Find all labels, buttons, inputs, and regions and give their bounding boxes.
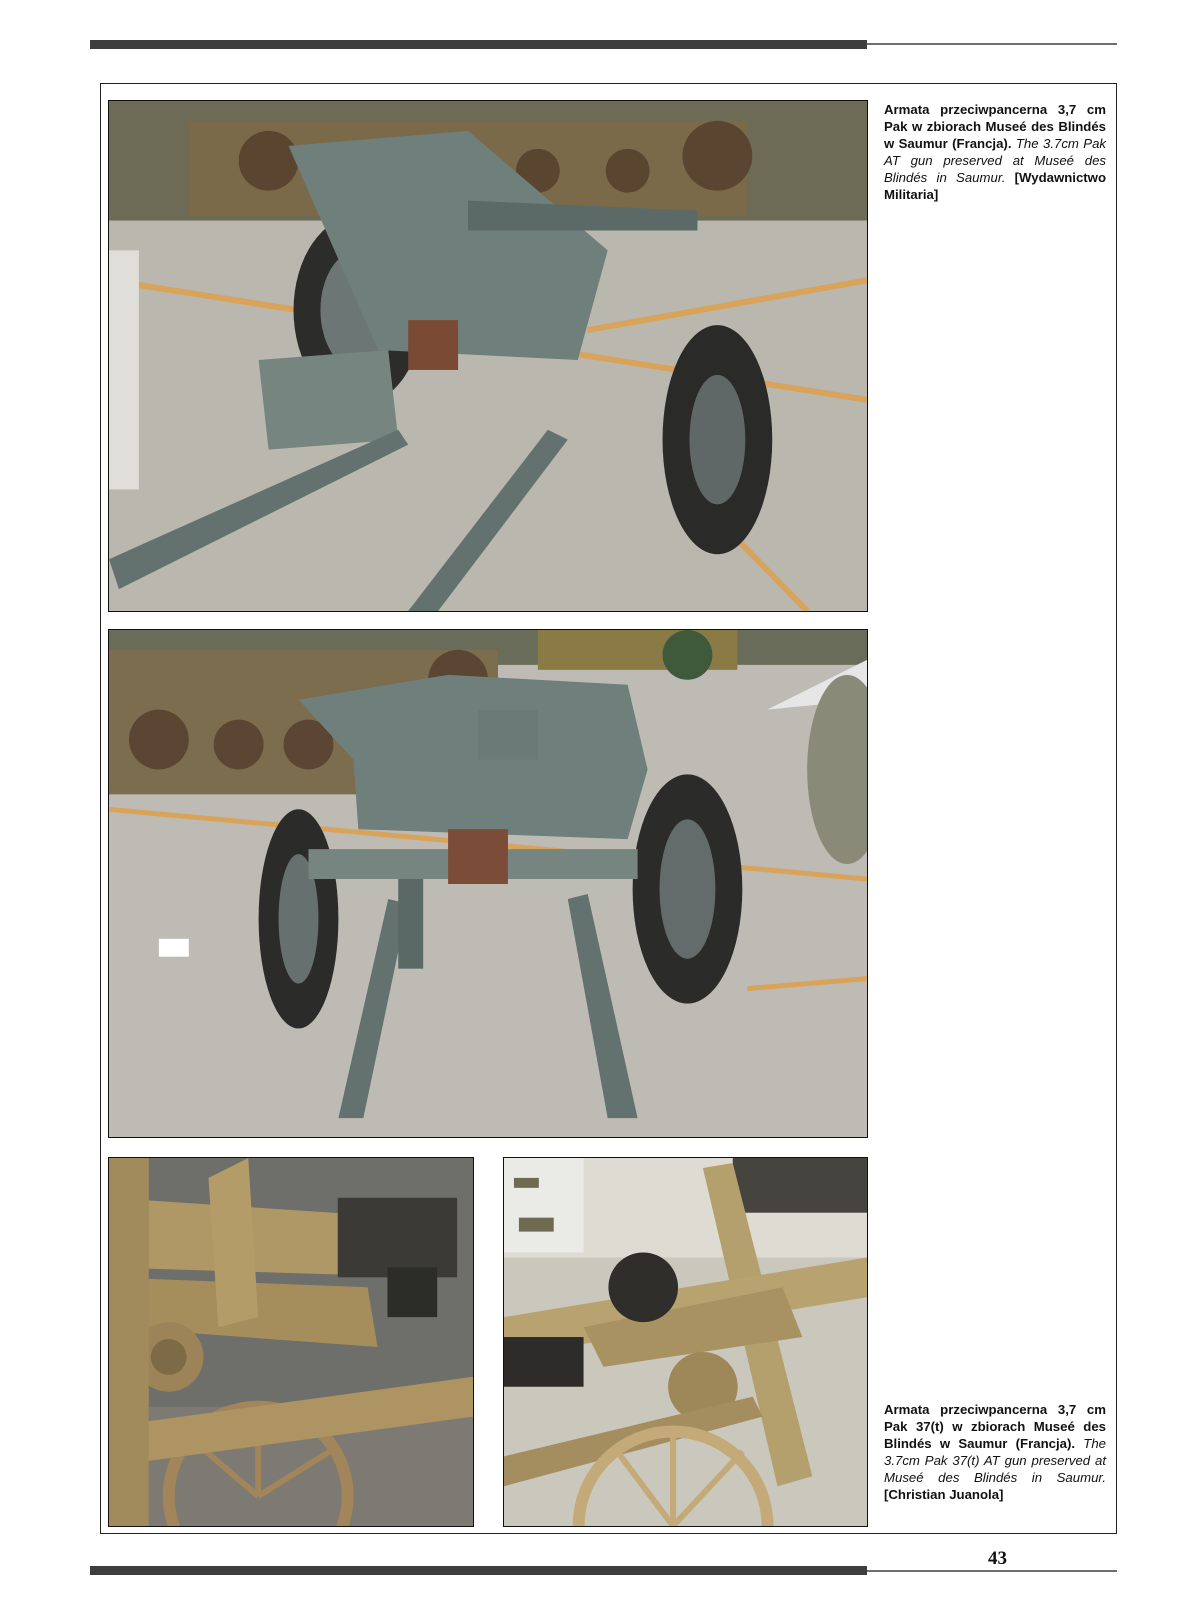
bottom-rule-thin — [867, 1570, 1117, 1572]
top-rule-thin — [867, 43, 1117, 45]
photo-pak37t-detail — [108, 1157, 474, 1527]
caption-bottom-english: The 3.7cm Pak 37(t) AT gun preserved at Museé des Blindés in Saumur. — [884, 1436, 1106, 1485]
caption-bottom — [884, 1401, 1106, 1503]
photo-pak-rear — [108, 629, 868, 1138]
caption-top-english: The 3.7cm Pak AT gun preserved at Museé des Blindés in Saumur. — [884, 136, 1106, 185]
photo-pak37t-overall — [503, 1157, 868, 1527]
caption-top-credit: [Wydawnictwo Militaria] — [884, 170, 1106, 202]
caption-bottom-credit: [Christian Juanola] — [884, 1487, 1004, 1502]
page-number: 43 — [988, 1548, 1007, 1569]
caption-top — [884, 101, 1106, 203]
caption-bottom-polish: Armata przeciwpancerna 3,7 cm Pak 37(t) w zbiorach Museé des Blindés w Saumur (Francja). — [884, 1402, 1106, 1451]
bottom-rule — [90, 1566, 867, 1575]
photo-pak-rear-angle — [108, 100, 868, 612]
top-rule — [90, 40, 867, 49]
caption-top-polish: Armata przeciwpancerna 3,7 cm Pak w zbiorach Museé des Blindés w Saumur (Francja). — [884, 102, 1106, 151]
